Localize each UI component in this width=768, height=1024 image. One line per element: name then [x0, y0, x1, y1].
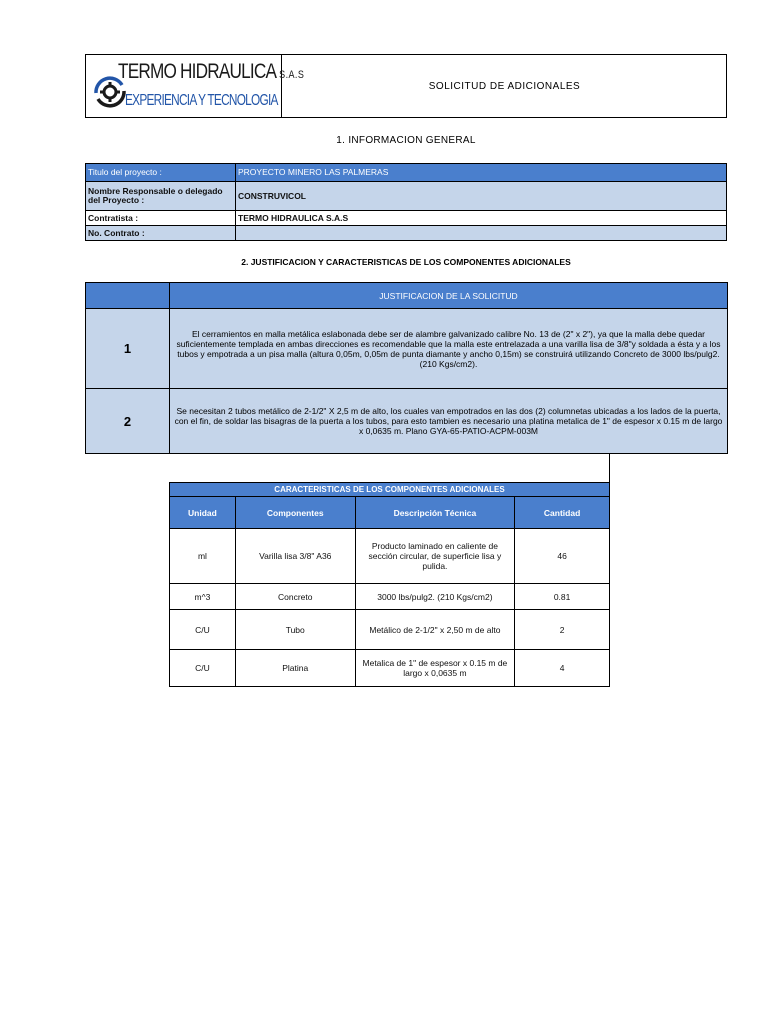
logo-company-name: TERMO HIDRAULICA S.A.S [118, 60, 305, 83]
components-caption: CARACTERISTICAS DE LOS COMPONENTES ADICIONALES [170, 483, 610, 497]
cell-unidad: C/U [170, 610, 236, 650]
col-header-componentes: Componentes [235, 497, 355, 529]
info-value: PROYECTO MINERO LAS PALMERAS [236, 163, 727, 181]
justification-header-row [86, 283, 727, 309]
justification-table [85, 282, 728, 454]
cell-descripcion: Producto laminado en caliente de sección circular, de superficie lisa y pulida. [355, 529, 515, 584]
components-table [169, 482, 610, 687]
info-value [236, 225, 727, 241]
cell-descripcion: Metálico de 2-1/2" x 2,50 m de alto [355, 610, 515, 650]
components-header-row [170, 497, 610, 529]
info-value: TERMO HIDRAULICA S.A.S [236, 210, 727, 225]
cell-componente: Varilla lisa 3/8" A36 [235, 529, 355, 584]
cell-cantidad: 0.81 [515, 584, 610, 610]
info-row-responsible [85, 181, 727, 210]
info-row-project [85, 163, 727, 181]
logo-tagline: EXPERIENCIA Y TECNOLOGIA [125, 92, 278, 109]
section2-title: 2. JUSTIFICACION Y CARACTERISTICAS DE LOS COMPONENTES ADICIONALES [241, 257, 571, 267]
info-label: Nombre Responsable o delegado del Proyecto : [85, 181, 236, 210]
justification-row [86, 309, 727, 389]
info-label: No. Contrato : [85, 225, 236, 241]
info-label: Contratista : [85, 210, 236, 225]
col-header-descripcion: Descripción Técnica [355, 497, 515, 529]
document-title: SOLICITUD DE ADICIONALES [428, 80, 581, 92]
justification-text: El cerramientos en malla metálica eslabonada debe ser de alambre galvanizado calibre No. 13 de (2" x 2"), ya que la malla debe quedar suficientemente templada en ambas direcciones es recomendable que la malla este entrelazada a una varilla lisa de 3/8"y soldada a ésta y a los tubos y empotrada a un pisa malla (altura 0,05m, 0,05m de punta diamante y ancho 0,15m) se construirá utilizando Concreto de 3000 lbs/pulg2. (210 Kgs/cm2). [176, 328, 721, 369]
cell-cantidad: 46 [515, 529, 610, 584]
cell-unidad: ml [170, 529, 236, 584]
logo-sas: S.A.S [279, 69, 305, 81]
justification-num: 1 [86, 309, 170, 388]
table-row [170, 584, 610, 610]
section1-title: 1. INFORMACION GENERAL [336, 135, 476, 146]
table-row [170, 529, 610, 584]
col-header-unidad: Unidad [170, 497, 236, 529]
cell-descripcion: 3000 lbs/pulg2. (210 Kgs/cm2) [355, 584, 515, 610]
cell-unidad: m^3 [170, 584, 236, 610]
info-label: Titulo del proyecto : [85, 163, 236, 181]
cell-cantidad: 4 [515, 650, 610, 687]
cell-componente: Platina [235, 650, 355, 687]
cell-unidad: C/U [170, 650, 236, 687]
cell-componente: Tubo [235, 610, 355, 650]
justification-header: JUSTIFICACION DE LA SOLICITUD [379, 290, 518, 301]
justification-row [86, 389, 727, 453]
info-value: CONSTRUVICOL [236, 181, 727, 210]
cell-componente: Concreto [235, 584, 355, 610]
cell-descripcion: Metalica de 1" de espesor x 0.15 m de largo x 0,0635 m [355, 650, 515, 687]
justification-header-num [86, 283, 170, 308]
justification-text: Se necesitan 2 tubos metálico de 2-1/2" X 2,5 m de alto, los cuales van empotrados en las dos (2) columnetas ubicadas a los lados de la puerta, con el fin, de soldar las bisagras de la puerta a los tubos, para esto tambien es necesario una platina metalica de 1" de espesor x 0.15 m de largo x 0,0635 m. Plano GYA-65-PATIO-ACPM-003M [174, 406, 723, 436]
table-row [170, 610, 610, 650]
components-caption-row [170, 483, 610, 497]
justification-num: 2 [86, 389, 170, 453]
info-row-contractor [85, 210, 727, 225]
info-row-contract-no [85, 225, 727, 241]
cell-cantidad: 2 [515, 610, 610, 650]
col-header-cantidad: Cantidad [515, 497, 610, 529]
connector-line [609, 454, 610, 482]
table-row [170, 650, 610, 687]
